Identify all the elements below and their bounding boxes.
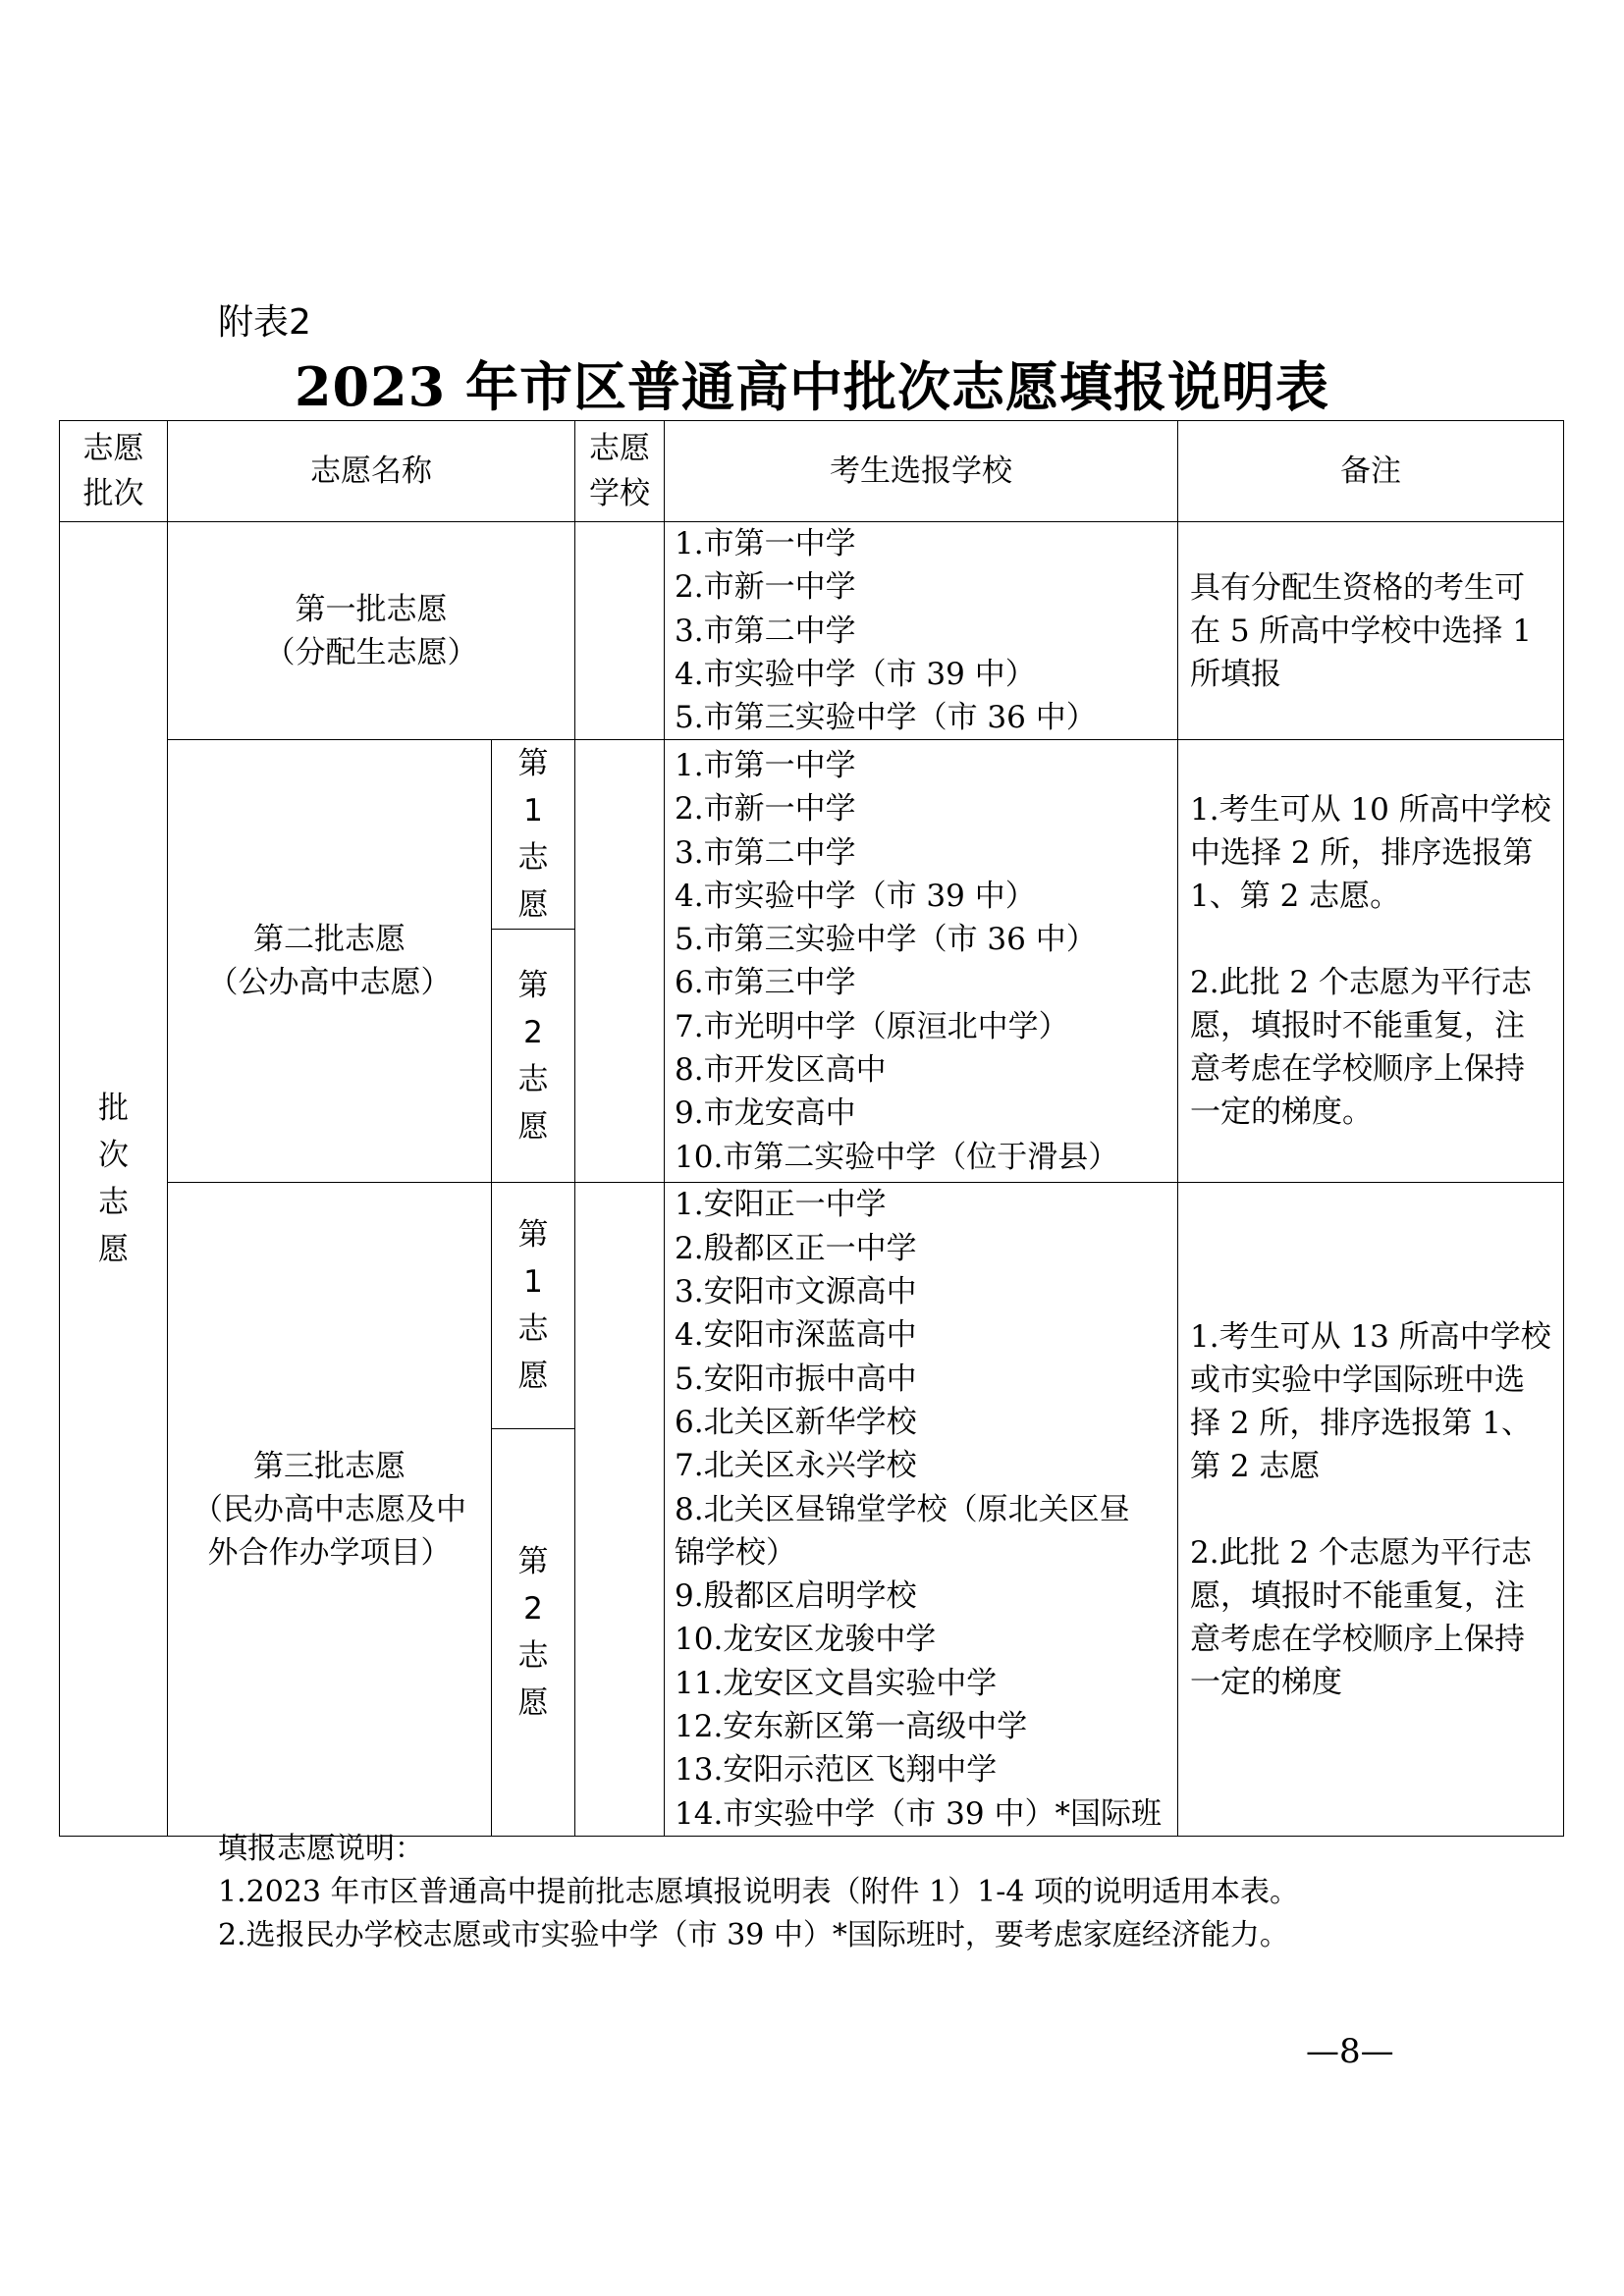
batch3-note: 1.考生可从 13 所高中学校或市实验中学国际班中选择 2 所，排序选报第 1、第 2 志愿 2.此批 2 个志愿为平行志愿，填报时不能重复，注意考虑在学校顺序上保持一定的梯度 bbox=[1178, 1183, 1564, 1836]
list-item: 2.殷都区正一中学 bbox=[675, 1230, 917, 1266]
batch3-choice1: 第 1 志 愿 bbox=[492, 1183, 575, 1428]
list-item: 1.安阳正一中学 bbox=[675, 1187, 887, 1223]
table-row bbox=[60, 1183, 1564, 1428]
header-row bbox=[60, 421, 1564, 522]
list-item: 2.市新一中学 bbox=[675, 791, 856, 828]
list-item: 13.安阳示范区飞翔中学 bbox=[675, 1752, 998, 1789]
batch3-school-col bbox=[575, 1183, 665, 1836]
page-title: 2023 年市区普通高中批次志愿填报说明表 bbox=[294, 355, 1330, 418]
batch-label-cell: 批 次 志 愿 bbox=[60, 522, 168, 1837]
batch1-name: 第一批志愿 （分配生志愿） bbox=[168, 522, 575, 740]
table-row bbox=[60, 740, 1564, 930]
list-item: 5.市第三实验中学（市 36 中） bbox=[675, 922, 1097, 958]
volunteer-table bbox=[59, 420, 1564, 1837]
list-item: 10.市第二实验中学（位于滑县） bbox=[675, 1139, 1119, 1175]
list-item: 4.市实验中学（市 39 中） bbox=[675, 878, 1036, 914]
batch2-school-col bbox=[575, 740, 665, 1183]
list-item: 7.北关区永兴学校 bbox=[675, 1448, 917, 1484]
list-item: 2.市新一中学 bbox=[675, 569, 856, 606]
table-row bbox=[60, 522, 1564, 740]
list-item: 8.市开发区高中 bbox=[675, 1052, 887, 1089]
batch3-choice2: 第 2 志 愿 bbox=[492, 1428, 575, 1836]
list-item: 14.市实验中学（市 39 中）*国际班 bbox=[675, 1795, 1162, 1832]
footer-notes bbox=[218, 1828, 1299, 1957]
header-note: 备注 bbox=[1178, 421, 1564, 522]
list-item: 5.安阳市振中高中 bbox=[675, 1361, 917, 1397]
batch2-note: 1.考生可从 10 所高中学校中选择 2 所，排序选报第 1、第 2 志愿。 2.此批 2 个志愿为平行志愿，填报时不能重复，注意考虑在学校顺序上保持一定的梯度。 bbox=[1178, 740, 1564, 1183]
header-school-col: 志愿 学校 bbox=[575, 421, 665, 522]
header-name: 志愿名称 bbox=[168, 421, 575, 522]
list-item: 3.市第二中学 bbox=[675, 834, 856, 871]
batch3-name: 第三批志愿 （民办高中志愿及中 外合作办学项目） bbox=[168, 1183, 492, 1836]
list-item: 4.市实验中学（市 39 中） bbox=[675, 656, 1036, 692]
batch2-schools bbox=[665, 740, 1178, 1183]
list-item: 锦学校） bbox=[675, 1534, 796, 1571]
header-choose: 考生选报学校 bbox=[665, 421, 1178, 522]
list-item: 10.龙安区龙骏中学 bbox=[675, 1622, 937, 1658]
batch3-schools bbox=[665, 1183, 1178, 1836]
batch1-note: 具有分配生资格的考生可在 5 所高中学校中选择 1 所填报 bbox=[1178, 522, 1564, 740]
list-item: 3.安阳市文源高中 bbox=[675, 1274, 917, 1310]
list-item: 4.安阳市深蓝高中 bbox=[675, 1317, 917, 1354]
list-item: 1.市第一中学 bbox=[675, 748, 856, 783]
list-item: 5.市第三实验中学（市 36 中） bbox=[675, 700, 1097, 736]
footer-item: 2.选报民办学校志愿或市实验中学（市 39 中）*国际班时，要考虑家庭经济能力。 bbox=[218, 1918, 1289, 1952]
list-item: 6.北关区新华学校 bbox=[675, 1404, 917, 1440]
appendix-label: 附表2 bbox=[218, 302, 311, 343]
list-item: 1.市第一中学 bbox=[675, 526, 856, 561]
list-item: 6.市第三中学 bbox=[675, 965, 856, 1001]
batch2-name: 第二批志愿 （公办高中志愿） bbox=[168, 740, 492, 1183]
batch2-choice2: 第 2 志 愿 bbox=[492, 930, 575, 1183]
batch1-schools bbox=[665, 522, 1178, 740]
list-item: 11.龙安区文昌实验中学 bbox=[675, 1665, 998, 1701]
footer-item: 1.2023 年市区普通高中提前批志愿填报说明表（附件 1）1-4 项的说明适用本表。 bbox=[218, 1875, 1299, 1909]
header-batch: 志愿 批次 bbox=[60, 421, 168, 522]
list-item: 8.北关区昼锦堂学校（原北关区昼 bbox=[675, 1491, 1130, 1527]
page-number: —8— bbox=[1306, 2032, 1394, 2071]
list-item: 12.安东新区第一高级中学 bbox=[675, 1709, 1028, 1745]
batch2-choice1: 第 1 志 愿 bbox=[492, 740, 575, 930]
list-item: 7.市光明中学（原洹北中学） bbox=[675, 1008, 1069, 1044]
list-item: 9.市龙安高中 bbox=[675, 1095, 856, 1132]
list-item: 9.殷都区启明学校 bbox=[675, 1578, 917, 1615]
list-item: 3.市第二中学 bbox=[675, 613, 856, 649]
batch1-school-col bbox=[575, 522, 665, 740]
footer-heading: 填报志愿说明： bbox=[218, 1832, 424, 1866]
